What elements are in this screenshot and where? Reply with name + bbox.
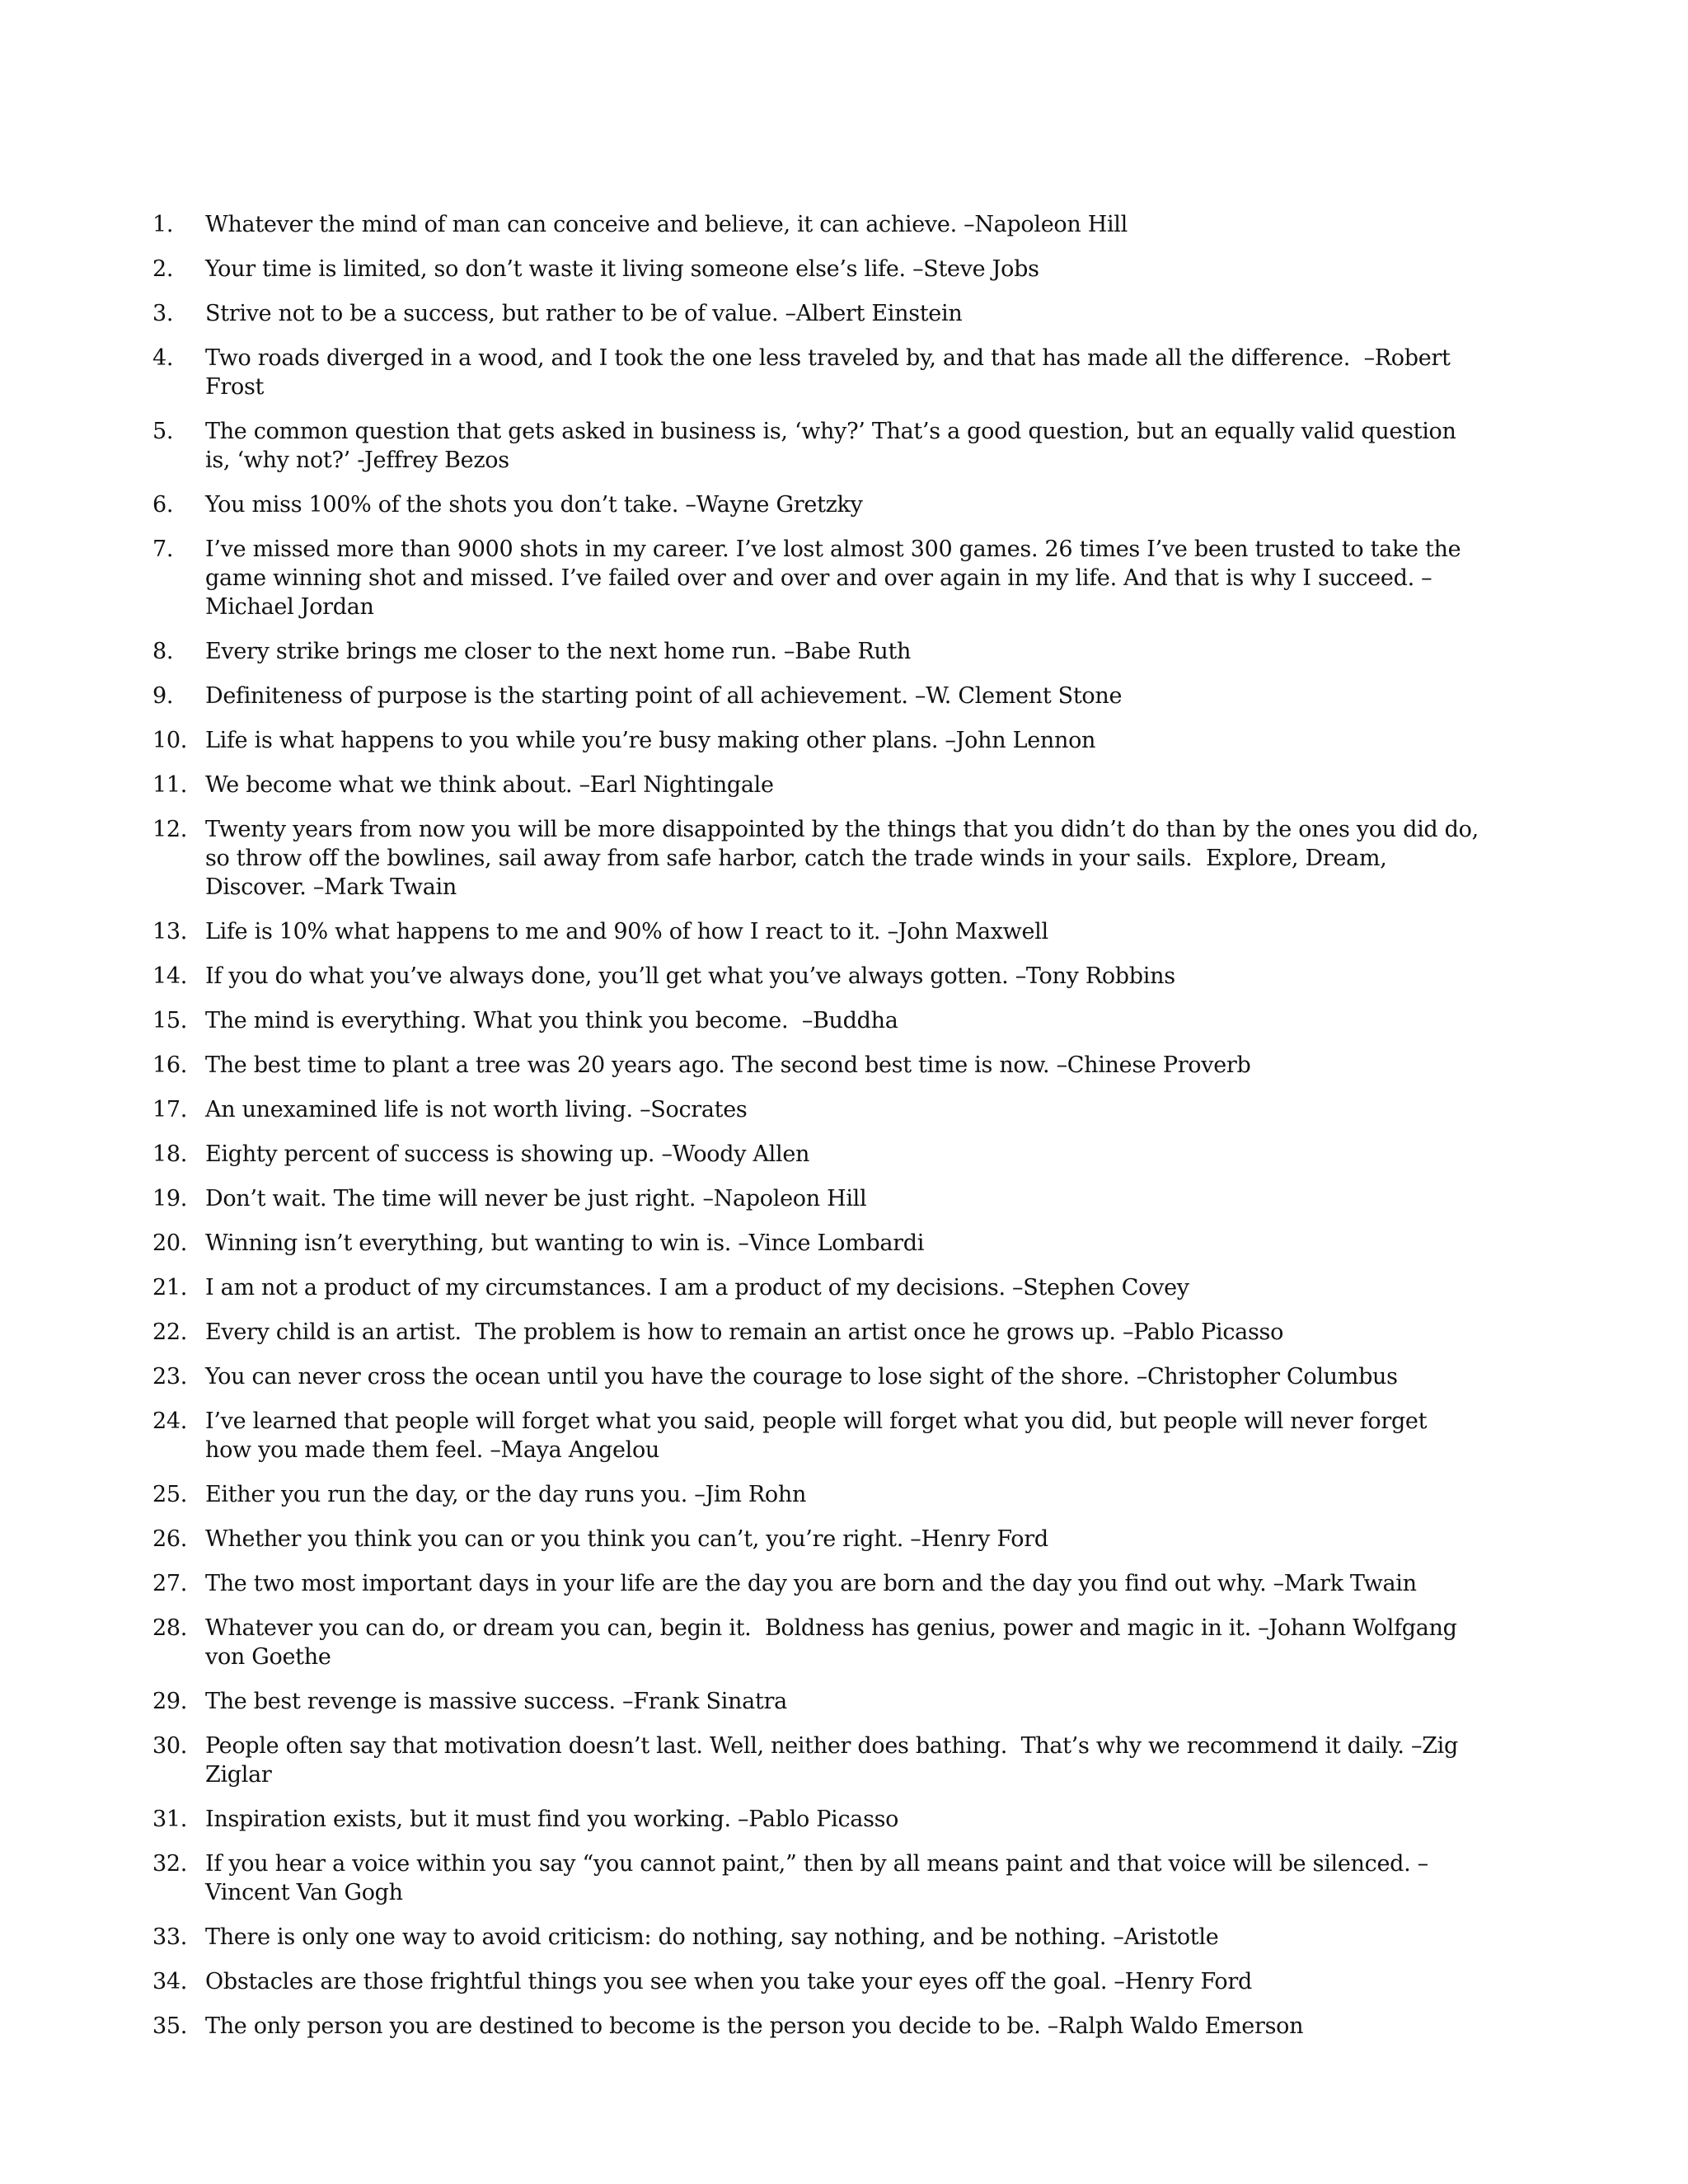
quote-number: 8. — [152, 639, 174, 664]
quote-number: 35. — [152, 2013, 188, 2039]
quote-text: We become what we think about. –Earl Nightingale — [205, 772, 774, 798]
quote-item — [152, 815, 1486, 902]
quote-item — [152, 1849, 1479, 1907]
quote-text: The common question that gets asked in business is, ‘why?’ That’s a good question, but an equally valid question is, ‘why not?’ -Jeffrey Bezos — [205, 419, 1463, 473]
quote-number: 4. — [152, 345, 174, 371]
quote-number: 24. — [152, 1408, 188, 1434]
quote-number: 26. — [152, 1526, 188, 1552]
quote-list — [152, 210, 1486, 2056]
quote-item — [152, 1525, 1479, 1554]
quote-text: Life is what happens to you while you’re busy making other plans. –John Lennon — [205, 728, 1096, 753]
quote-text: An unexamined life is not worth living. –Socrates — [205, 1097, 748, 1122]
quote-number: 20. — [152, 1230, 188, 1256]
quote-item — [152, 299, 1479, 328]
quote-text: People often say that motivation doesn’t last. Well, neither does bathing. That’s why we recommend it daily. –Zig Ziglar — [205, 1733, 1465, 1788]
quote-item — [152, 1184, 1479, 1213]
quote-number: 33. — [152, 1924, 188, 1950]
quote-text: Whether you think you can or you think you can’t, you’re right. –Henry Ford — [205, 1526, 1048, 1552]
quote-item — [152, 1805, 1479, 1834]
quote-number: 27. — [152, 1571, 188, 1596]
quote-item — [152, 1967, 1479, 1996]
quote-number: 28. — [152, 1615, 188, 1641]
quote-item — [152, 417, 1479, 475]
quote-text: The mind is everything. What you think you become. –Buddha — [205, 1008, 898, 1033]
quote-number: 7. — [152, 537, 174, 562]
quote-text: Your time is limited, so don’t waste it living someone else’s life. –Steve Jobs — [205, 256, 1039, 282]
quote-item — [152, 255, 1479, 284]
quote-text: You can never cross the ocean until you have the courage to lose sight of the shore. –Christopher Columbus — [205, 1364, 1398, 1390]
quote-text: Two roads diverged in a wood, and I took the one less traveled by, and that has made all the difference. –Robert Frost — [205, 345, 1457, 400]
quote-text: Don’t wait. The time will never be just right. –Napoleon Hill — [205, 1186, 867, 1212]
quote-item — [152, 1095, 1479, 1124]
quote-item — [152, 1569, 1479, 1598]
quote-item — [152, 1687, 1479, 1716]
quote-text: I am not a product of my circumstances. I am a product of my decisions. –Stephen Covey — [205, 1275, 1189, 1301]
quote-number: 32. — [152, 1851, 188, 1877]
quote-item — [152, 962, 1479, 991]
quote-text: There is only one way to avoid criticism: do nothing, say nothing, and be nothing. –Aristotle — [205, 1924, 1219, 1950]
quote-text: I’ve missed more than 9000 shots in my career. I’ve lost almost 300 games. 26 times I’ve been trusted to take the game winning shot and missed. I’ve failed over and over and over again in my life. And that is why I succeed. –Michael Jordan — [205, 537, 1468, 620]
quote-text: Twenty years from now you will be more disappointed by the things that you didn’t do than by the ones you did do, so throw off the bowlines, sail away from safe harbor, catch the trade winds in your sails. Explore, Dream, Discover. –Mark Twain — [205, 817, 1486, 900]
quote-number: 17. — [152, 1097, 188, 1122]
quote-number: 30. — [152, 1733, 188, 1759]
quote-text: Every child is an artist. The problem is how to remain an artist once he grows up. –Pablo Picasso — [205, 1319, 1284, 1345]
quote-number: 5. — [152, 419, 174, 444]
quote-number: 29. — [152, 1689, 188, 1714]
quote-text: If you do what you’ve always done, you’ll get what you’ve always gotten. –Tony Robbins — [205, 963, 1175, 989]
quote-number: 19. — [152, 1186, 188, 1212]
quote-number: 1. — [152, 212, 174, 237]
quote-item — [152, 682, 1479, 710]
quote-text: Life is 10% what happens to me and 90% of how I react to it. –John Maxwell — [205, 919, 1048, 944]
quote-text: Whatever the mind of man can conceive and believe, it can achieve. –Napoleon Hill — [205, 212, 1128, 237]
quote-number: 13. — [152, 919, 188, 944]
quote-item — [152, 1229, 1479, 1258]
quote-text: I’ve learned that people will forget what you said, people will forget what you did, but people will never forget how you made them feel. –Maya Angelou — [205, 1408, 1434, 1463]
quote-text: Eighty percent of success is showing up. –Woody Allen — [205, 1141, 810, 1167]
quote-text: You miss 100% of the shots you don’t take. –Wayne Gretzky — [205, 492, 863, 518]
quote-item — [152, 1614, 1479, 1671]
quote-item — [152, 771, 1479, 799]
quote-text: The two most important days in your life are the day you are born and the day you find out why. –Mark Twain — [205, 1571, 1417, 1596]
quote-text: Either you run the day, or the day runs you. –Jim Rohn — [205, 1482, 807, 1507]
quote-number: 15. — [152, 1008, 188, 1033]
quote-number: 18. — [152, 1141, 188, 1167]
quote-item — [152, 1051, 1479, 1080]
quote-number: 16. — [152, 1052, 188, 1078]
quote-item — [152, 1732, 1479, 1789]
quote-number: 12. — [152, 817, 188, 842]
quote-item — [152, 210, 1479, 239]
quote-text: The best revenge is massive success. –Frank Sinatra — [205, 1689, 787, 1714]
quote-item — [152, 535, 1479, 621]
quote-item — [152, 726, 1479, 755]
quote-item — [152, 490, 1479, 519]
quote-number: 23. — [152, 1364, 188, 1390]
quote-text: Whatever you can do, or dream you can, begin it. Boldness has genius, power and magic in it. –Johann Wolfgang von Goethe — [205, 1615, 1464, 1670]
quote-number: 31. — [152, 1807, 188, 1832]
quote-item — [152, 1480, 1479, 1509]
quote-number: 6. — [152, 492, 174, 518]
quote-number: 9. — [152, 683, 174, 709]
quote-number: 21. — [152, 1275, 188, 1301]
quote-item — [152, 1273, 1479, 1302]
quote-text: Winning isn’t everything, but wanting to win is. –Vince Lombardi — [205, 1230, 925, 1256]
quote-item — [152, 1140, 1479, 1169]
quote-text: Definiteness of purpose is the starting point of all achievement. –W. Clement Stone — [205, 683, 1123, 709]
quote-item — [152, 344, 1479, 401]
quote-text: Obstacles are those frightful things you see when you take your eyes off the goal. –Henry Ford — [205, 1969, 1252, 1994]
quote-number: 34. — [152, 1969, 188, 1994]
quote-text: If you hear a voice within you say “you cannot paint,” then by all means paint and that voice will be silenced. –Vincent Van Gogh — [205, 1851, 1428, 1905]
quote-text: Inspiration exists, but it must find you working. –Pablo Picasso — [205, 1807, 899, 1832]
quote-number: 25. — [152, 1482, 188, 1507]
quote-number: 2. — [152, 256, 174, 282]
quote-item — [152, 1318, 1479, 1347]
quote-item — [152, 1407, 1479, 1465]
quote-number: 22. — [152, 1319, 188, 1345]
quote-item — [152, 1006, 1479, 1035]
quote-item — [152, 917, 1479, 946]
quote-item — [152, 2012, 1479, 2041]
quote-text: The best time to plant a tree was 20 years ago. The second best time is now. –Chinese Proverb — [205, 1052, 1251, 1078]
quote-item — [152, 637, 1479, 666]
quote-number: 3. — [152, 301, 174, 326]
quote-text: The only person you are destined to become is the person you decide to be. –Ralph Waldo Emerson — [205, 2013, 1304, 2039]
quote-number: 11. — [152, 772, 188, 798]
quote-text: Strive not to be a success, but rather to be of value. –Albert Einstein — [205, 301, 963, 326]
quote-item — [152, 1362, 1479, 1391]
quote-number: 10. — [152, 728, 188, 753]
quote-number: 14. — [152, 963, 188, 989]
quote-text: Every strike brings me closer to the next home run. –Babe Ruth — [205, 639, 912, 664]
quote-item — [152, 1923, 1479, 1952]
